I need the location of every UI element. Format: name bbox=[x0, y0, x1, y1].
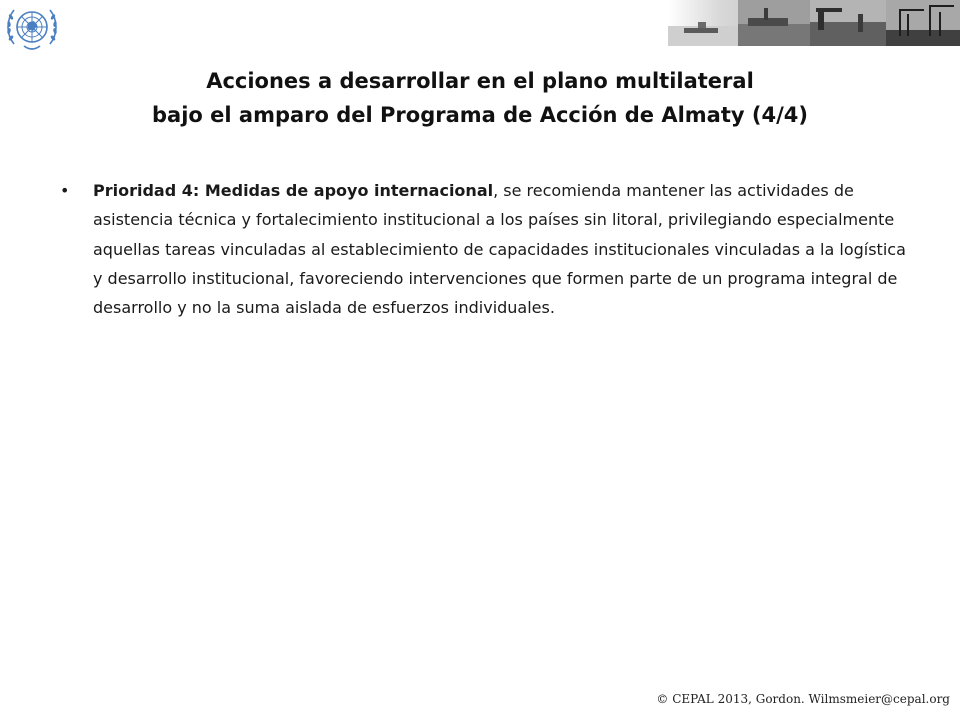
bullet-list bbox=[60, 176, 910, 322]
title-line-2: bajo el amparo del Programa de Acción de Almaty (4/4) bbox=[152, 103, 808, 127]
bullet-text: , se recomienda mantener las actividades de asistencia técnica y fortalecimiento institucional a los países sin litoral, privilegiando especialmente aquellas tareas vinculadas al establecimiento de capacidades institucionales vinculadas a la logística y desarrollo institucional, favoreciendo intervenciones que formen parte de un programa integral de desarrollo y no la suma aislada de esfuerzos individuales. bbox=[93, 181, 906, 318]
page-title bbox=[60, 64, 900, 132]
bullet-lead: Prioridad 4: Medidas de apoyo internacional bbox=[93, 181, 494, 200]
list-item bbox=[60, 176, 910, 322]
bullet-dot-icon: • bbox=[60, 181, 70, 200]
un-emblem-icon bbox=[4, 0, 60, 56]
port-photo-banner bbox=[668, 0, 960, 46]
footer-credit: © CEPAL 2013, Gordon. Wilmsmeier@cepal.org bbox=[656, 692, 950, 706]
title-line-1: Acciones a desarrollar en el plano multilateral bbox=[206, 69, 754, 93]
